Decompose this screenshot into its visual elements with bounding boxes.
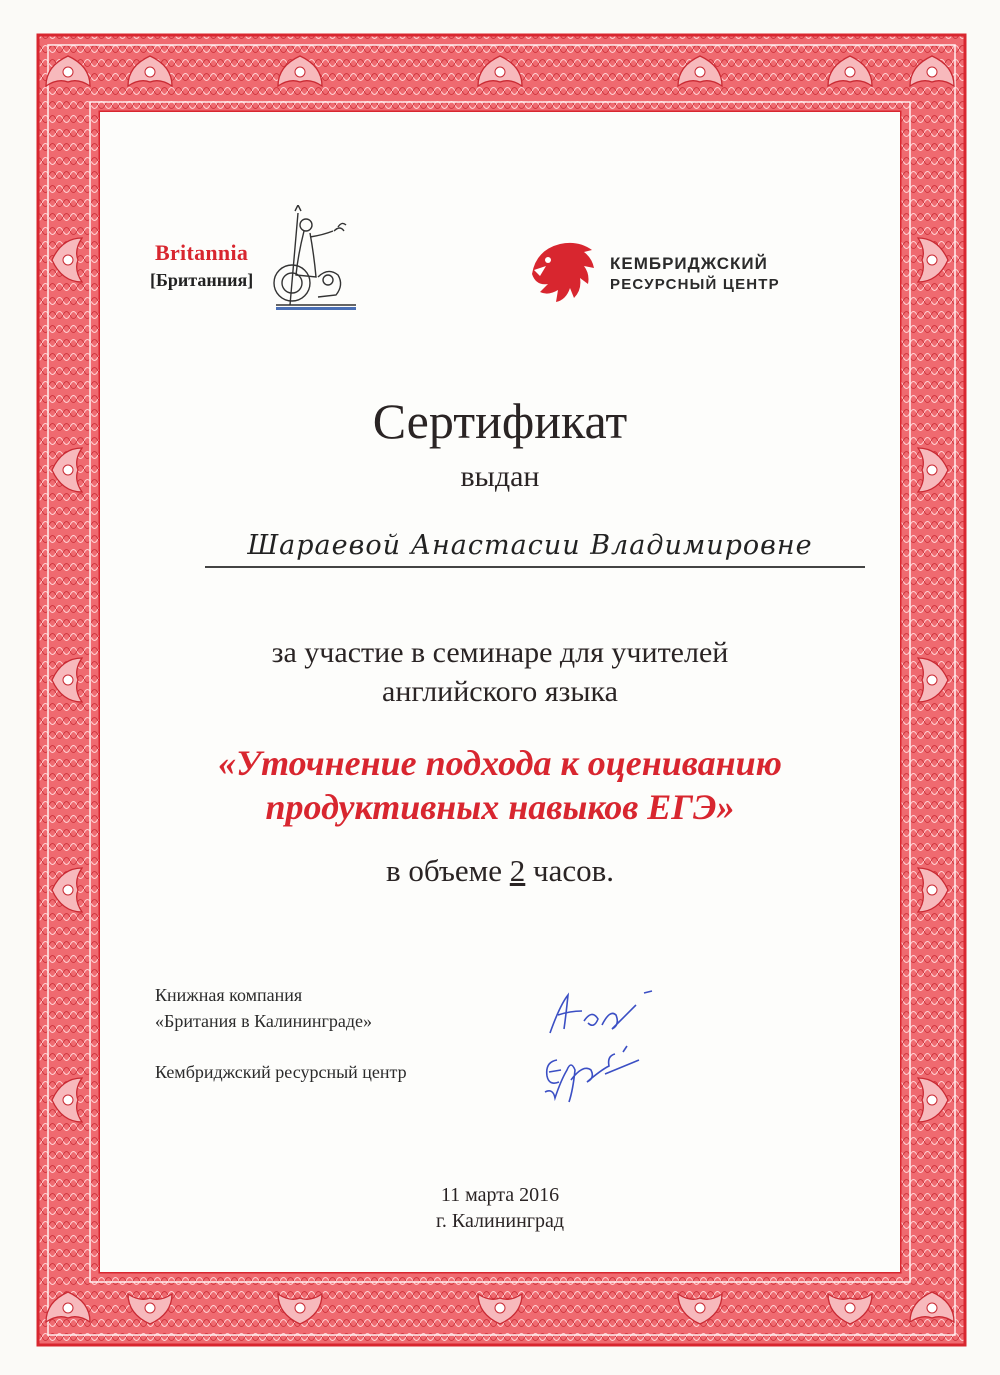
issue-city: г. Калининград: [435, 1210, 565, 1232]
seminar-title-line-2: продуктивных навыков ЕГЭ»: [265, 787, 735, 827]
signature-1: [540, 985, 670, 1045]
volume-hours: 2: [509, 853, 526, 888]
reason-line-1: за участие в семинаре для учителей: [271, 636, 729, 669]
volume-suffix: часов.: [525, 853, 615, 888]
seminar-title-line-1: «Уточнение подхода к оцениванию: [218, 743, 782, 783]
britannia-figure-icon: [268, 205, 363, 313]
certificate-title: Сертификат: [372, 393, 628, 449]
issued-label: выдан: [460, 460, 540, 493]
reason-line-2: английского языка: [382, 675, 618, 708]
britannia-logo-russian: [Британния]: [150, 270, 254, 290]
recipient-name: Шараевой Анастасии Владимировне: [247, 530, 813, 561]
signatory-org2: Кембриджский ресурсный центр: [155, 1062, 407, 1082]
cambridge-logo-line2: РЕСУРСНЫЙ ЦЕНТР: [610, 276, 780, 293]
cambridge-logo-line1: КЕМБРИДЖСКИЙ: [610, 254, 768, 273]
signature-2: [535, 1040, 655, 1115]
britannia-logo-name: Britannia: [155, 240, 249, 265]
signatory-org1-line2: «Британия в Калининграде»: [155, 1011, 373, 1031]
lion-head-icon: [526, 236, 598, 308]
signatory-org1-line1: Книжная компания: [155, 985, 303, 1005]
volume-prefix: в объеме: [385, 853, 510, 888]
issue-date: 11 марта 2016: [440, 1184, 560, 1206]
recipient-underline: [205, 566, 865, 568]
volume-text: [100, 853, 900, 889]
